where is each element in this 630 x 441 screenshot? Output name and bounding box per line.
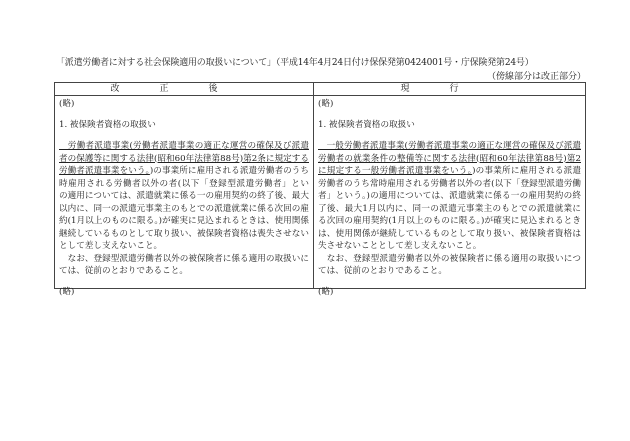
current-column: [314, 83, 585, 297]
omit-marker-top: (略): [318, 99, 334, 109]
paragraph-line: [318, 265, 581, 278]
paragraph-line: [59, 165, 309, 178]
amended-text: 労働者派遣事業をいう。: [59, 166, 150, 176]
body-text: 者」という。)の適用については、派遣就業に係る一の雇用契約の終: [318, 191, 581, 201]
document-title: 「派遣労働者に対する社会保険適用の取扱いについて」（平成14年4月24日付け保保発第0424001号・庁保険発第24号）: [56, 58, 534, 68]
section-heading: 1. 被保険者資格の取扱い: [59, 120, 156, 130]
paragraph-line: [318, 215, 581, 228]
amended-text: 労働者の就業条件の整備等に関する法律(昭和60年法律第88号)第2: [318, 153, 581, 164]
body-text: なお、登録型派遣労働者以外の被保険者に係る適用の取扱いにつ: [326, 253, 581, 264]
body-text: 約(1月以上のものに限る。)が確実に見込まれるときは、使用関係: [59, 216, 309, 226]
paragraph-line: [318, 165, 581, 178]
paragraph-line: [59, 240, 309, 253]
omit-marker-top: (略): [59, 99, 75, 109]
body-text: の適用については、派遣就業に係る一の雇用契約の終了後、最大: [59, 191, 309, 201]
paragraph-line: [318, 190, 581, 203]
amended-text: に規定する一般労働者派遣事業をいう。: [318, 166, 473, 176]
current-body: [314, 96, 585, 299]
revised-column: [55, 83, 314, 297]
comparison-table: [54, 82, 586, 297]
paragraph-line: [59, 140, 309, 153]
spacer: [59, 132, 309, 141]
paragraph-line: [59, 178, 309, 191]
paragraph-line: [318, 178, 581, 191]
body-text: は、使用関係が継続しているものとして取り扱い、被保険者資格は: [318, 228, 581, 239]
body-text: 失させないこととして差し支えないこと。: [318, 241, 482, 251]
paragraph-line: [318, 153, 581, 166]
paragraph-line: [59, 190, 309, 203]
revised-header: 改正後: [55, 83, 313, 96]
amended-text: 労働者派遣事業(労働者派遣事業の適正な運営の確保及び派遣: [67, 141, 309, 151]
section-heading: 1. 被保険者資格の取扱い: [318, 120, 415, 130]
body-text: ては、従前のとおりであること。: [59, 266, 188, 276]
amended-text: 一般労働者派遣事業(労働者派遣事業の適正な運営の確保及び派遣: [318, 141, 581, 151]
paragraph-line: [318, 140, 581, 153]
body-text: )の事業所に雇用される派遣労働者のうち: [149, 166, 309, 176]
paragraph-line: [318, 203, 581, 216]
body-text: なお、登録型派遣労働者以外の被保険者に係る適用の取扱いに: [67, 253, 309, 264]
underline-note: （傍線部分は改正部分）: [486, 72, 586, 82]
current-header: 現行: [314, 83, 585, 96]
body-text: る次回の雇用契約(1月以上のものに限る。)が確実に見込まれるとき: [318, 216, 581, 226]
body-text: 時雇用される労働者以外の者(以下「登録型派遣労働者」とい: [59, 178, 309, 189]
body-text: 労働者のうち常時雇用される労働者以外の者(以下「登録型派遣労働: [318, 178, 581, 189]
spacer: [318, 111, 581, 120]
body-text: 了後、最大1月以内に、同一の派遣元事業主のもとでの派遣就業に: [318, 203, 581, 214]
spacer: [59, 111, 309, 120]
paragraph-line: [318, 240, 581, 253]
revised-body: [55, 96, 313, 299]
omit-marker-bottom: (略): [59, 287, 75, 297]
omit-marker-bottom: (略): [318, 287, 334, 297]
body-text: ては、従前のとおりであること。: [318, 266, 447, 276]
spacer: [318, 278, 581, 287]
paragraph-line: [59, 265, 309, 278]
body-text: 継続しているものとして取り扱い、被保険者資格は喪失させない: [59, 228, 309, 239]
paragraph-line: [59, 253, 309, 266]
spacer: [59, 278, 309, 287]
paragraph-line: [59, 153, 309, 166]
paragraph-line: [59, 215, 309, 228]
body-text: 以内に、同一の派遣元事業主のもとでの派遣就業に係る次回の雇: [59, 203, 309, 214]
body-text: )の事業所に雇用される派遣: [472, 166, 581, 176]
paragraph-line: [318, 253, 581, 266]
paragraph-line: [59, 203, 309, 216]
spacer: [318, 132, 581, 141]
amended-text: 者の保護等に関する法律(昭和60年法律第88号)第2条に規定する: [59, 153, 309, 164]
paragraph-line: [59, 228, 309, 241]
paragraph-line: [318, 228, 581, 241]
body-text: として差し支えないこと。: [59, 241, 163, 251]
